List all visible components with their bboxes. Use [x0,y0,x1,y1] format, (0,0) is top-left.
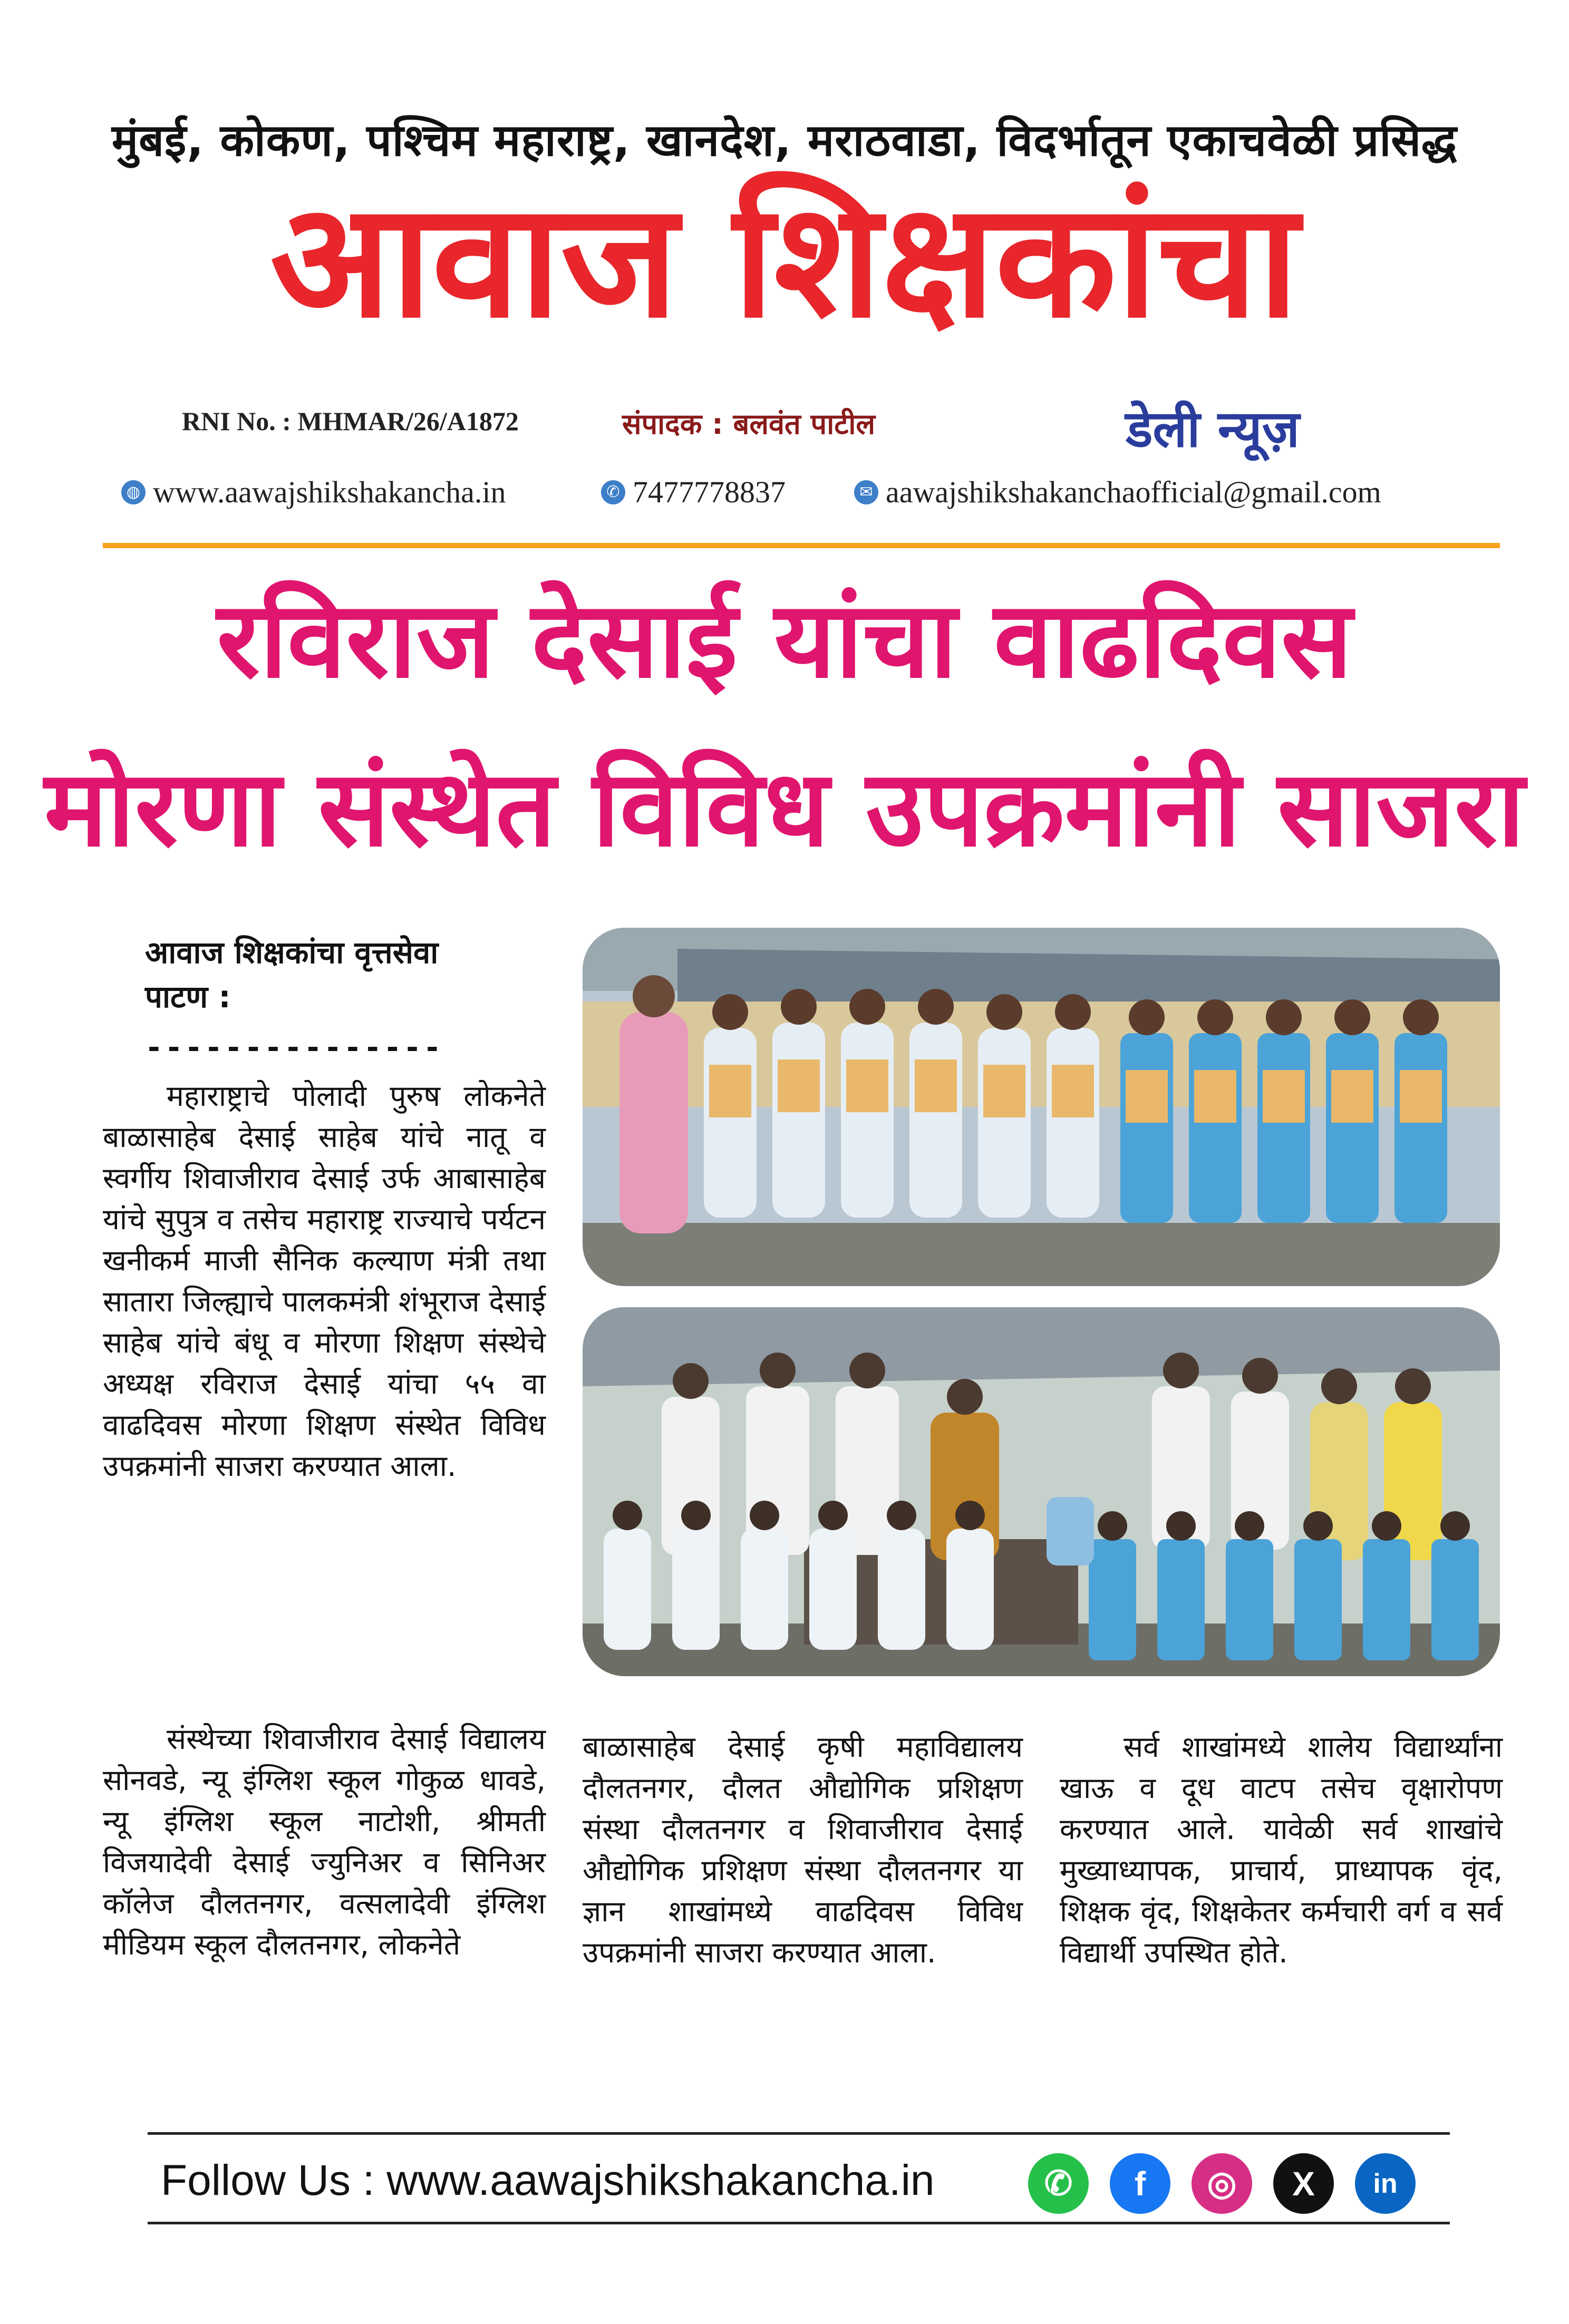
email-contact[interactable] [854,474,1381,510]
byline-agency: आवाज शिक्षकांचा वृत्तसेवा [145,935,439,970]
header-divider [103,543,1500,548]
tagline: मुंबई, कोकण, पश्चिम महाराष्ट्र, खानदेश, मराठवाडा, विदर्भातून एकाचवेळी प्रसिद्ध [111,114,1458,166]
facebook-icon[interactable]: f [1110,2153,1170,2214]
photo-students-with-books [583,928,1500,1286]
whatsapp-icon[interactable]: ✆ [1028,2153,1089,2214]
website-link[interactable]: www.aawajshikshakancha.in [153,475,506,509]
mail-icon: ✉ [854,480,878,504]
phone-icon: ✆ [601,480,625,504]
article-paragraph-3: सर्व शाखांमध्ये शालेय विद्यार्थ्यांना खाऊ व दूध वाटप तसेच वृक्षारोपण करण्यात आले. यावेळी सर्व शाखांचे मुख्याध्यापक, प्राचार्य, प्राध्यापक वृंद, शिक्षक वृंद, शिक्षकेतर कर्मचारी वर्ग व सर्व विद्यार्थी उपस्थित होते. [1060,1730,1503,1969]
headline-line1: रविराज देसाई यांचा वाढदिवस [217,579,1352,702]
article-paragraph-2b: बाळासाहेब देसाई कृषी महाविद्यालय दौलतनगर, दौलत औद्योगिक प्रशिक्षण संस्था दौलतनगर व शिवाजीराव देसाई औद्योगिक प्रशिक्षण संस्था दौलतनगर या ज्ञान शाखांमध्ये वाढदिवस विविध उपक्रमांनी साजरा करण्यात आला. [583,1730,1023,1969]
footer-top-rule [148,2132,1450,2135]
email-address[interactable]: aawajshikshakanchaofficial@gmail.com [886,475,1381,509]
phone-number[interactable]: 7477778837 [633,475,786,509]
byline [145,930,438,1019]
byline-separator: --------------- [145,1030,443,1065]
contact-row [121,474,1492,517]
article-paragraph-2a: संस्थेच्या शिवाजीराव देसाई विद्यालय सोनवडे, न्यू इंग्लिश स्कूल गोकुळ धावडे, न्यू इंग्लिश स्कूल नाटोशी, श्रीमती विजयादेवी देसाई ज्युनिअर व सिनिअर कॉलेज दौलतनगर, वत्सलादेवी इंग्लिश मीडियम स्कूल दौलतनगर, लोकनेते [103,1722,546,1961]
editor-name: संपादक : बलवंत पाटील [622,407,876,441]
daily-news-label: डेली न्यूज़ [1126,400,1300,459]
rni-number: RNI No. : MHMAR/26/A1872 [182,406,519,436]
article-paragraph-1: महाराष्ट्राचे पोलादी पुरुष लोकनेते बाळासाहेब देसाई साहेब यांचे नातू व स्वर्गीय शिवाजीराव देसाई उर्फ आबासाहेब यांचे सुपुत्र व तसेच महाराष्ट्र राज्याचे पर्यटन खनीकर्म माजी सैनिक कल्याण मंत्री तथा सातारा जिल्ह्याचे पालकमंत्री शंभूराज देसाई साहेब यांचे बंधू व मोरणा शिक्षण संस्थेचे अध्यक्ष रविराज देसाई यांचा ५५ वा वाढदिवस मोरणा शिक्षण संस्थेत विविध उपक्रमांनी साजरा करण्यात आला. [103,1079,546,1483]
website-contact[interactable] [121,474,506,510]
photo-students-with-staff [583,1307,1500,1676]
linkedin-icon[interactable]: in [1355,2153,1416,2214]
byline-dateline: पाटण : [145,979,231,1015]
footer-bottom-rule [148,2222,1450,2224]
headline-line2: मोरणा संस्थेत विविध उपक्रमांनी साजरा [44,747,1525,870]
instagram-icon[interactable]: ◎ [1192,2153,1252,2214]
phone-contact[interactable] [601,474,786,510]
follow-us-text[interactable]: Follow Us : www.aawajshikshakancha.in [161,2156,935,2204]
globe-icon: ◍ [121,480,146,504]
masthead-title: आवाज शिक्षकांचा [270,169,1299,353]
x-icon[interactable]: X [1273,2153,1334,2214]
